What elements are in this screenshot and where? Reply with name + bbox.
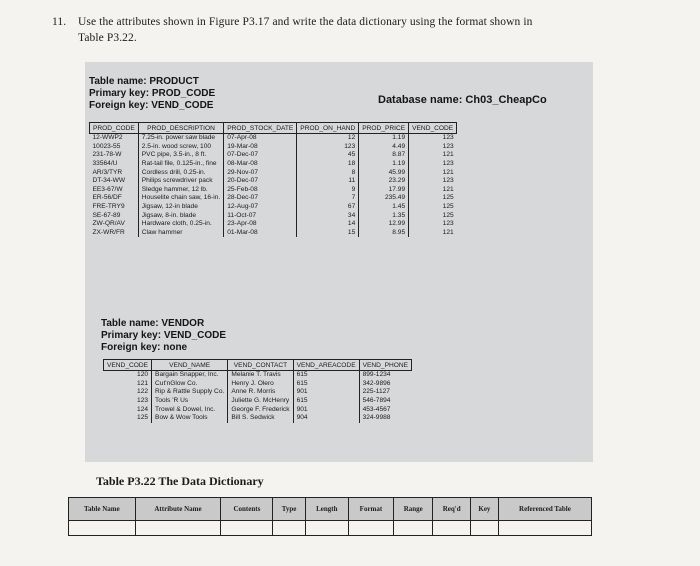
vendor-cell: 899-1234: [359, 371, 411, 380]
product-cell: 08-Mar-08: [224, 160, 297, 169]
vendor-col-vend-name: VEND_NAME: [152, 360, 228, 371]
dictionary-col-attribute-name: Attribute Name: [135, 498, 221, 521]
dictionary-col-contents: Contents: [221, 498, 273, 521]
vendor-cell: 901: [293, 405, 359, 414]
product-cell: 15: [297, 229, 359, 238]
product-cell: ZW-QR/AV: [92, 220, 125, 228]
product-col-prod-stock-date: PROD_STOCK_DATE: [224, 123, 297, 134]
product-cell: 121: [409, 168, 457, 177]
product-table-header: [90, 123, 457, 134]
product-row: [90, 203, 457, 212]
product-col-vend-code: VEND_CODE: [409, 123, 457, 134]
vendor-cell: 453-4567: [359, 405, 411, 414]
vendor-cell: 901: [293, 388, 359, 397]
vendor-cell: 615: [293, 397, 359, 406]
product-col-prod-description: PROD_DESCRIPTION: [138, 123, 223, 134]
product-row: [90, 211, 457, 220]
vendor-cell: Henry J. Olero: [228, 380, 293, 389]
product-table-name: Table name: PRODUCT: [89, 76, 199, 87]
vendor-cell: Anne R. Morris: [228, 388, 293, 397]
product-cell: 123: [297, 143, 359, 152]
vendor-row: [104, 388, 412, 397]
dictionary-empty-cell: [273, 521, 305, 536]
vendor-cell: 615: [293, 371, 359, 380]
database-name: Database name: Ch03_CheapCo: [378, 94, 547, 106]
product-cell: 8.87: [359, 151, 409, 160]
product-col-prod-price: PROD_PRICE: [359, 123, 409, 134]
vendor-cell: Bargain Snapper, Inc.: [152, 371, 228, 380]
question-line-1: Use the attributes shown in Figure P3.17 and write the data dictionary using the format shown in: [78, 16, 533, 28]
product-cell: 14: [297, 220, 359, 229]
product-cell: Cordless drill, 0.25-in.: [138, 168, 223, 177]
dictionary-empty-cell: [69, 521, 136, 536]
product-cell: 8.95: [359, 229, 409, 238]
vendor-row: [104, 397, 412, 406]
vendor-col-vend-code: VEND_CODE: [104, 360, 152, 371]
vendor-cell: Melanie T. Travis: [228, 371, 293, 380]
product-cell: 1.19: [359, 160, 409, 169]
dictionary-col-table-name: Table Name: [69, 498, 136, 521]
vendor-primary-key: Primary key: VEND_CODE: [101, 330, 227, 341]
product-cell: 45: [297, 151, 359, 160]
vendor-cell: Bill S. Sedwick: [228, 414, 293, 423]
product-row: [90, 229, 457, 238]
vendor-cell: Rip & Rattle Supply Co.: [152, 388, 228, 397]
product-cell: 10023-55: [92, 142, 121, 150]
product-cell: 12: [297, 134, 359, 143]
product-cell: 67: [297, 203, 359, 212]
product-col-prod-on-hand: PROD_ON_HAND: [297, 123, 359, 134]
vendor-cell: 904: [293, 414, 359, 423]
product-cell: 7: [297, 194, 359, 203]
product-cell: 123: [409, 177, 457, 186]
vendor-cell: 342-9896: [359, 380, 411, 389]
product-cell: 121: [409, 186, 457, 195]
product-cell: 19-Mar-08: [224, 143, 297, 152]
vendor-cell: 125: [137, 414, 149, 422]
product-cell: DT-34-WW: [92, 177, 126, 185]
vendor-cell: 121: [137, 379, 149, 387]
product-cell: 20-Dec-07: [224, 177, 297, 186]
dictionary-col-referenced-table: Referenced Table: [498, 498, 591, 521]
product-cell: 125: [409, 194, 457, 203]
product-cell: 125: [409, 211, 457, 220]
product-cell: Hardware cloth, 0.25-in.: [138, 220, 223, 229]
dictionary-col-req-d: Req'd: [433, 498, 471, 521]
product-row: [90, 143, 457, 152]
product-cell: 07-Apr-08: [224, 134, 297, 143]
vendor-row: [104, 414, 412, 423]
product-cell: 23-Apr-08: [224, 220, 297, 229]
product-cell: 123: [409, 160, 457, 169]
dictionary-col-type: Type: [273, 498, 305, 521]
dictionary-header-row: [69, 498, 592, 521]
vendor-cell: 120: [137, 371, 149, 379]
dictionary-empty-row: [69, 521, 592, 536]
product-cell: 9: [297, 186, 359, 195]
vendor-cell: Bow & Wow Tools: [152, 414, 228, 423]
product-cell: 121: [409, 229, 457, 238]
question-number: 11.: [52, 16, 67, 28]
product-cell: 12-Aug-07: [224, 203, 297, 212]
vendor-table: [103, 359, 412, 423]
product-cell: Rat-tail file, 0.125-in., fine: [138, 160, 223, 169]
product-cell: 18: [297, 160, 359, 169]
product-row: [90, 220, 457, 229]
product-cell: 17.99: [359, 186, 409, 195]
vendor-row: [104, 371, 412, 380]
product-cell: 29-Nov-07: [224, 168, 297, 177]
vendor-row: [104, 380, 412, 389]
product-cell: EE3-67/W: [92, 185, 123, 193]
dictionary-col-range: Range: [394, 498, 433, 521]
vendor-cell: 124: [137, 405, 149, 413]
product-cell: 34: [297, 211, 359, 220]
product-cell: 45.99: [359, 168, 409, 177]
product-cell: 12-WWP2: [92, 134, 123, 142]
product-cell: 235.49: [359, 194, 409, 203]
vendor-table-header: [104, 360, 412, 371]
vendor-cell: 123: [137, 397, 149, 405]
product-primary-key: Primary key: PROD_CODE: [89, 88, 216, 99]
dictionary-empty-cell: [221, 521, 273, 536]
dictionary-col-key: Key: [470, 498, 498, 521]
product-col-prod-code: PROD_CODE: [90, 123, 139, 134]
product-cell: 123: [409, 134, 457, 143]
data-dictionary-table: [68, 497, 592, 536]
dictionary-col-length: Length: [305, 498, 348, 521]
vendor-row: [104, 405, 412, 414]
vendor-col-vend-contact: VEND_CONTACT: [228, 360, 293, 371]
product-cell: 125: [409, 203, 457, 212]
product-row: [90, 168, 457, 177]
product-cell: 231-78-W: [92, 151, 122, 159]
vendor-cell: Trowel & Dowel, Inc.: [152, 405, 228, 414]
product-cell: 25-Feb-08: [224, 186, 297, 195]
product-cell: 11: [297, 177, 359, 186]
product-cell: 33564/U: [92, 160, 118, 168]
product-cell: 23.29: [359, 177, 409, 186]
vendor-col-vend-areacode: VEND_AREACODE: [293, 360, 359, 371]
dictionary-empty-cell: [305, 521, 348, 536]
dictionary-empty-cell: [348, 521, 393, 536]
product-row: [90, 194, 457, 203]
vendor-cell: George F. Frederick: [228, 405, 293, 414]
dictionary-col-format: Format: [348, 498, 393, 521]
product-cell: PVC pipe, 3.5-in., 8 ft.: [138, 151, 223, 160]
product-row: [90, 177, 457, 186]
product-cell: Jigsaw, 8-in. blade: [138, 211, 223, 220]
product-cell: Houselite chain saw, 16-in.: [138, 194, 223, 203]
product-cell: 2.5-in. wood screw, 100: [138, 143, 223, 152]
dictionary-caption: Table P3.22 The Data Dictionary: [96, 474, 264, 488]
product-cell: 01-Mar-08: [224, 229, 297, 238]
vendor-cell: Juliette G. McHenry: [228, 397, 293, 406]
product-cell: ER-56/DF: [92, 194, 122, 202]
dictionary-empty-cell: [433, 521, 471, 536]
vendor-cell: Cut'nGlow Co.: [152, 380, 228, 389]
product-row: [90, 151, 457, 160]
product-cell: 1.45: [359, 203, 409, 212]
product-cell: 123: [409, 143, 457, 152]
vendor-cell: 615: [293, 380, 359, 389]
product-header: [89, 76, 215, 112]
product-cell: 11-Oct-07: [224, 211, 297, 220]
dictionary-empty-cell: [135, 521, 221, 536]
vendor-cell: 324-9988: [359, 414, 411, 423]
vendor-cell: Tools 'R Us: [152, 397, 228, 406]
product-cell: Claw hammer: [138, 229, 223, 238]
vendor-header: [101, 318, 226, 354]
product-cell: Sledge hammer, 12 lb.: [138, 186, 223, 195]
figure-p3-17: [85, 62, 593, 462]
product-cell: FRE-TRY9: [92, 203, 125, 211]
vendor-cell: 546-7894: [359, 397, 411, 406]
dictionary-empty-cell: [394, 521, 433, 536]
product-cell: 4.49: [359, 143, 409, 152]
product-cell: Jigsaw, 12-in blade: [138, 203, 223, 212]
product-row: [90, 160, 457, 169]
product-cell: 8: [297, 168, 359, 177]
dictionary-empty-cell: [498, 521, 591, 536]
product-cell: 12.99: [359, 220, 409, 229]
product-cell: 1.19: [359, 134, 409, 143]
product-cell: 1.35: [359, 211, 409, 220]
product-foreign-key: Foreign key: VEND_CODE: [89, 100, 214, 111]
product-row: [90, 134, 457, 143]
product-cell: SE-67-89: [92, 211, 121, 219]
product-table: [89, 122, 457, 237]
product-cell: 07-Dec-07: [224, 151, 297, 160]
product-cell: 28-Dec-07: [224, 194, 297, 203]
question-text: [52, 14, 652, 46]
product-cell: Philips screwdriver pack: [138, 177, 223, 186]
vendor-cell: 225-1127: [359, 388, 411, 397]
question-line-2: Table P3.22.: [78, 32, 137, 44]
product-cell: 123: [409, 220, 457, 229]
vendor-table-name: Table name: VENDOR: [101, 318, 205, 329]
vendor-col-vend-phone: VEND_PHONE: [359, 360, 411, 371]
product-cell: 7.25-in. power saw blade: [138, 134, 223, 143]
dictionary-empty-cell: [470, 521, 498, 536]
vendor-foreign-key: Foreign key: none: [101, 342, 188, 353]
product-row: [90, 186, 457, 195]
product-cell: ZX-WR/FR: [92, 228, 125, 236]
product-cell: AR/3/TYR: [92, 168, 123, 176]
vendor-cell: 122: [137, 388, 149, 396]
product-cell: 121: [409, 151, 457, 160]
